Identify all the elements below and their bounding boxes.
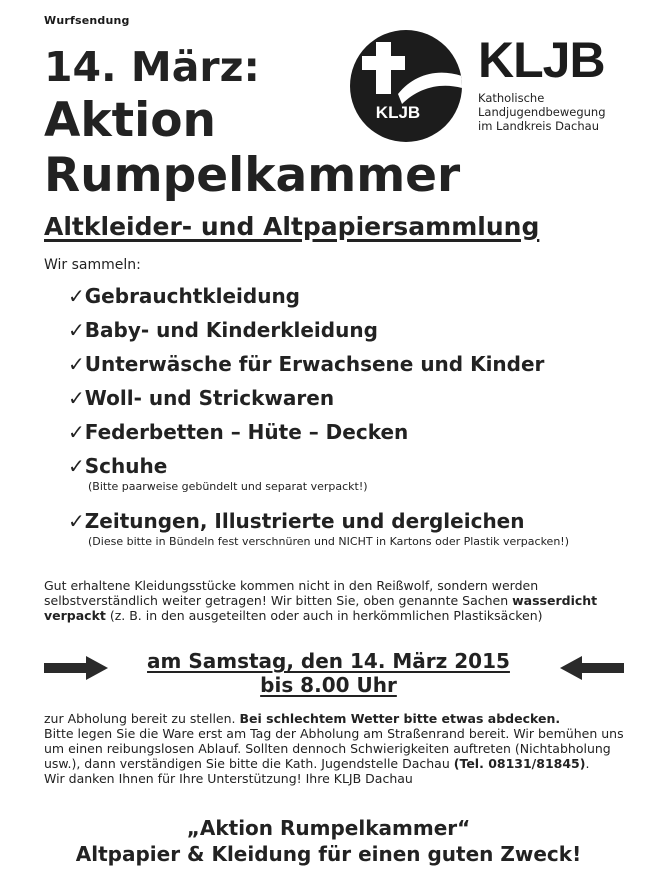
- pickup-text: .: [585, 756, 590, 771]
- list-item-label: Baby- und Kinderkleidung: [84, 318, 378, 342]
- footer-tagline: Altpapier & Kleidung für einen guten Zweck!: [75, 842, 582, 866]
- kljb-wordmark: KLJB: [478, 32, 605, 88]
- list-item-label: Woll- und Strickwaren: [84, 386, 335, 410]
- list-item: [68, 420, 408, 444]
- collection-intro: Wir sammeln:: [44, 257, 141, 273]
- collection-heading: Altkleider- und Altpapiersammlung: [44, 212, 540, 241]
- check-icon: ✓: [68, 509, 85, 533]
- check-icon: ✓: [68, 284, 85, 308]
- list-item-label: Unterwäsche für Erwachsene und Kinder: [84, 352, 545, 376]
- info-text: Gut erhaltene Kleidungsstücke kommen nicht in den Reißwolf, sondern werden selbstverständlich weiter getragen! Wir bitten Sie, oben genannte Sachen: [44, 578, 539, 608]
- kljb-logo-emblem: [350, 30, 462, 142]
- list-item: [68, 454, 368, 493]
- kljb-subtitle: [478, 91, 606, 133]
- list-item-label: Federbetten – Hüte – Decken: [84, 420, 409, 444]
- collection-date-text: am Samstag, den 14. März 2015: [147, 649, 510, 673]
- collection-time-text: bis 8.00 Uhr: [260, 673, 397, 697]
- pickup-thanks: Wir danken Ihnen für Ihre Unterstützung! Ihre KLJB Dachau: [44, 771, 413, 786]
- check-icon: ✓: [68, 386, 85, 410]
- pickup-text: Bitte legen Sie die Ware erst am Tag der Abholung am Straßenrand bereit. Wir bemühen uns um einen reibungslosen Ablauf. Sollten dennoch Schwierigkeiten auftreten (Nichtabholung usw.), dann verständigen Sie bitte die Kath. Jugendstelle Dachau: [44, 726, 624, 771]
- collection-date: [0, 649, 657, 673]
- list-item-note: (Bitte paarweise gebündelt und separat verpackt!): [88, 480, 368, 493]
- kljb-subtitle-line: im Landkreis Dachau: [478, 119, 599, 133]
- mailing-tag: Wurfsendung: [44, 14, 130, 27]
- pickup-phone: (Tel. 08131/81845): [453, 756, 586, 771]
- check-icon: ✓: [68, 318, 85, 342]
- pickup-paragraph: [44, 711, 624, 786]
- list-item-label: Zeitungen, Illustrierte und dergleichen: [84, 509, 525, 533]
- title-rumpelkammer: Rumpelkammer: [44, 148, 461, 203]
- kljb-subtitle-line: Landjugendbewegung: [478, 105, 606, 119]
- footer-slogan: „Aktion Rumpelkammer“: [186, 816, 471, 840]
- list-item-label: Gebrauchtkleidung: [84, 284, 300, 308]
- title-date: 14. März:: [44, 43, 260, 91]
- check-icon: ✓: [68, 454, 85, 478]
- list-item: [68, 352, 544, 376]
- pickup-line: [44, 726, 624, 771]
- check-icon: ✓: [68, 420, 85, 444]
- pickup-text: zur Abholung bereit zu stellen.: [44, 711, 240, 726]
- logo-circle-text: KLJB: [375, 103, 421, 122]
- list-item-note: (Diese bitte in Bündeln fest verschnüren und NICHT in Kartons oder Plastik verpacken!): [88, 535, 569, 548]
- title-action: Aktion: [44, 93, 216, 148]
- list-item-label: Schuhe: [84, 454, 168, 478]
- cross-icon: [350, 30, 462, 142]
- info-emphasis: wasserdicht verpackt: [44, 593, 598, 623]
- info-text: (z. B. in den ausgeteilten oder auch in herkömmlichen Plastiksäcken): [105, 608, 543, 623]
- list-item: [68, 284, 300, 308]
- list-item: [68, 318, 378, 342]
- list-item: [68, 386, 334, 410]
- pickup-line: [44, 711, 624, 726]
- pickup-emphasis: Bei schlechtem Wetter bitte etwas abdecken.: [239, 711, 561, 726]
- kljb-subtitle-line: Katholische: [478, 91, 545, 105]
- check-icon: ✓: [68, 352, 85, 376]
- info-paragraph: [44, 578, 624, 623]
- list-item: [68, 509, 569, 548]
- collection-time: [0, 673, 657, 697]
